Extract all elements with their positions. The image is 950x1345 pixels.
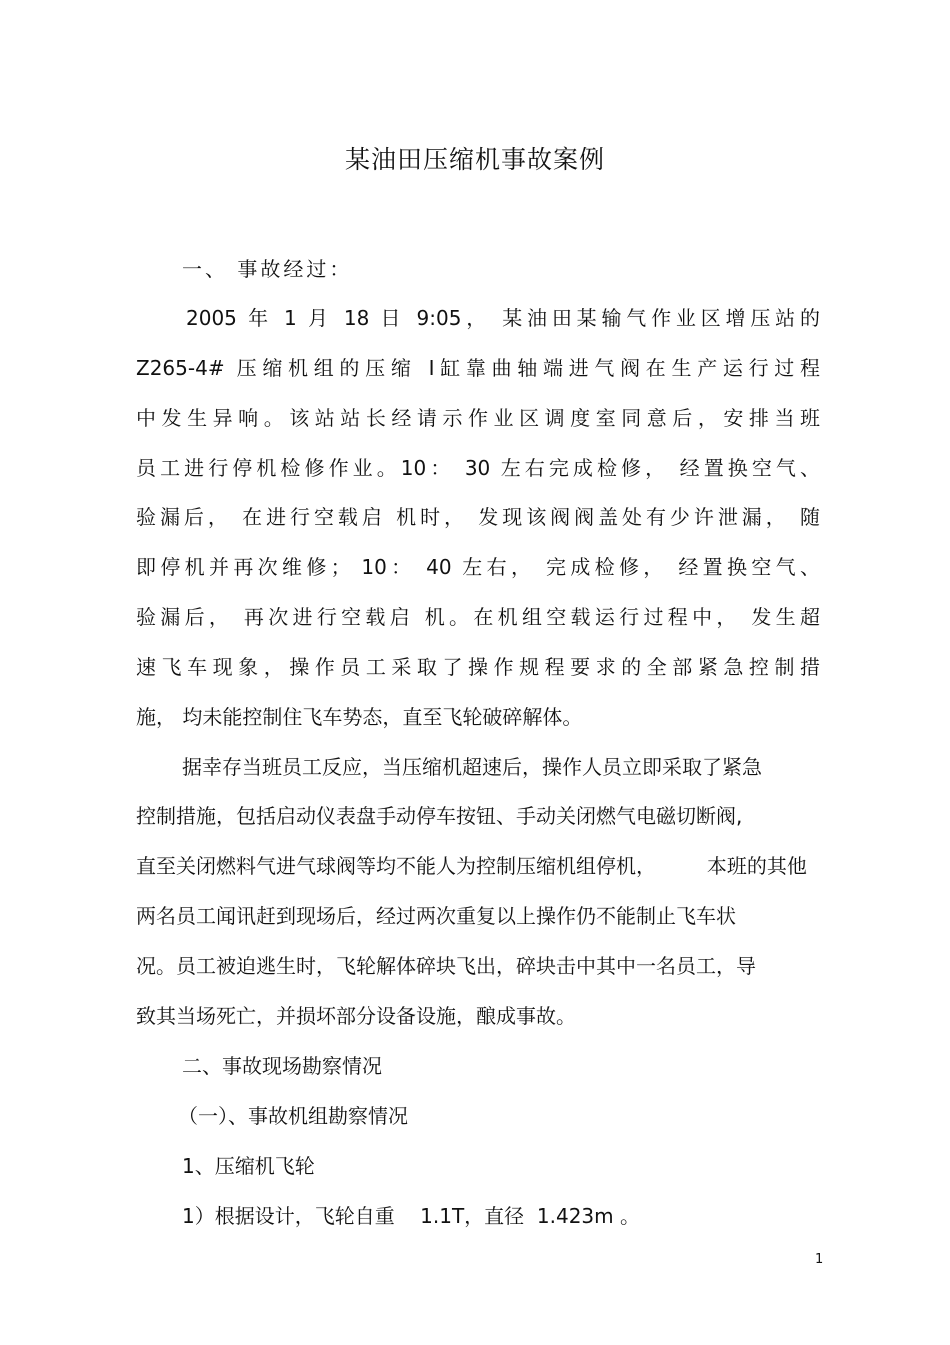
paragraph-line: 2005 年 1 月 18 日 9:05， 某油田某输气作业区增压站的 — [186, 306, 820, 330]
paragraph-line: Z265-4# 压缩机组的压缩 Ⅰ缸靠曲轴端进气阀在生产运行过程 — [136, 356, 820, 380]
paragraph-line: 员工进行停机检修作业。10： 30 左右完成检修， 经置换空气、 — [136, 456, 820, 480]
paragraph-line: 施， 均未能控制住飞车势态，直至飞轮破碎解体。 — [136, 705, 583, 729]
paragraph-line: 据幸存当班员工反应，当压缩机超速后，操作人员立即采取了紧急 — [182, 755, 762, 779]
paragraph-line: 况。员工被迫逃生时，飞轮解体碎块飞出，碎块击中其中一名员工，导 — [136, 954, 756, 978]
paragraph-line: 速飞车现象，操作员工采取了操作规程要求的全部紧急控制措 — [136, 655, 820, 679]
paragraph-line: 即停机并再次维修； 10： 40 左右， 完成检修， 经置换空气、 — [136, 555, 820, 579]
paragraph-line: 致其当场死亡，并损坏部分设备设施，酿成事故。 — [136, 1004, 576, 1028]
section-heading-site-survey: 二、事故现场勘察情况 — [182, 1054, 382, 1078]
paragraph-line: 验漏后， 在进行空载启 机时， 发现该阀阀盖处有少许泄漏， 随 — [136, 505, 820, 529]
item-heading-flywheel: 1、压缩机飞轮 — [182, 1154, 315, 1178]
paragraph-line: 两名员工闻讯赶到现场后，经过两次重复以上操作仍不能制止飞车状 — [136, 904, 736, 928]
document-title: 某油田压缩机事故案例 — [344, 145, 605, 174]
section-heading-accident-process: 一、 事故经过： — [182, 257, 353, 281]
item-subpoint-flywheel-spec: 1）根据设计，飞轮自重 1.1T，直径 1.423m 。 — [182, 1204, 640, 1228]
paragraph-line: 中发生异响。该站站长经请示作业区调度室同意后，安排当班 — [136, 406, 820, 430]
paragraph-line: 控制措施，包括启动仪表盘手动停车按钮、手动关闭燃气电磁切断阀, — [136, 804, 743, 828]
paragraph-line: 直至关闭燃料气进气球阀等均不能人为控制压缩机组停机， 本班的其他 — [136, 854, 807, 878]
subsection-heading-unit-survey: （一）、事故机组勘察情况 — [178, 1104, 408, 1128]
page-number: 1 — [815, 1252, 824, 1267]
paragraph-line: 验漏后， 再次进行空载启 机。在机组空载运行过程中， 发生超 — [136, 605, 820, 629]
